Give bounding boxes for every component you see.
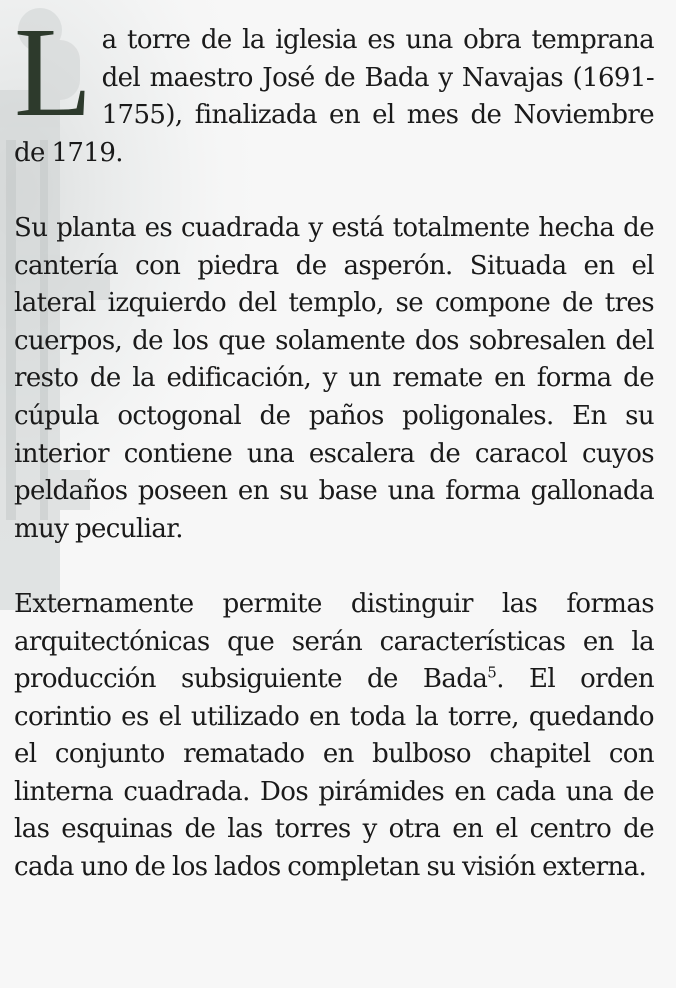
paragraph-3-text-before: Externamente permite distinguir las formas arquitectónicas que serán características en la producción subsiguiente de Bada [14,588,654,695]
paragraph-2-text: Su planta es cuadrada y está totalmente hecha de cantería con piedra de asperón. Situada en el lateral izquierdo del templo, se compone de tres cuerpos, de los que solamente dos sobresalen del resto de la edificación, y un remate en forma de cúpula octogonal de paños poligonales. En su interior contiene una escalera de caracol cuyos peldaños poseen en su base una forma gallonada muy peculiar. [14,212,654,544]
drop-cap: L [14,1,92,143]
paragraph-3-text-after: . El orden corintio es el utilizado en toda la torre, quedando el conjunto rematado en bulboso chapitel con linterna cuadrada. Dos pirámides en cada una de las esquinas de las torres y otra en el centro de cada uno de los lados completan su visión externa. [14,664,654,883]
text-column [14,1,654,887]
paragraph-1-text: a torre de la iglesia es una obra temprana del maestro José de Bada y Navajas (1691-1755), finalizada en el mes de Noviembre de 1719. [14,25,654,168]
paragraph-3 [14,586,654,887]
footnote-marker: 5 [487,663,497,682]
paragraph-2 [14,210,654,548]
paragraph-1 [14,1,654,172]
